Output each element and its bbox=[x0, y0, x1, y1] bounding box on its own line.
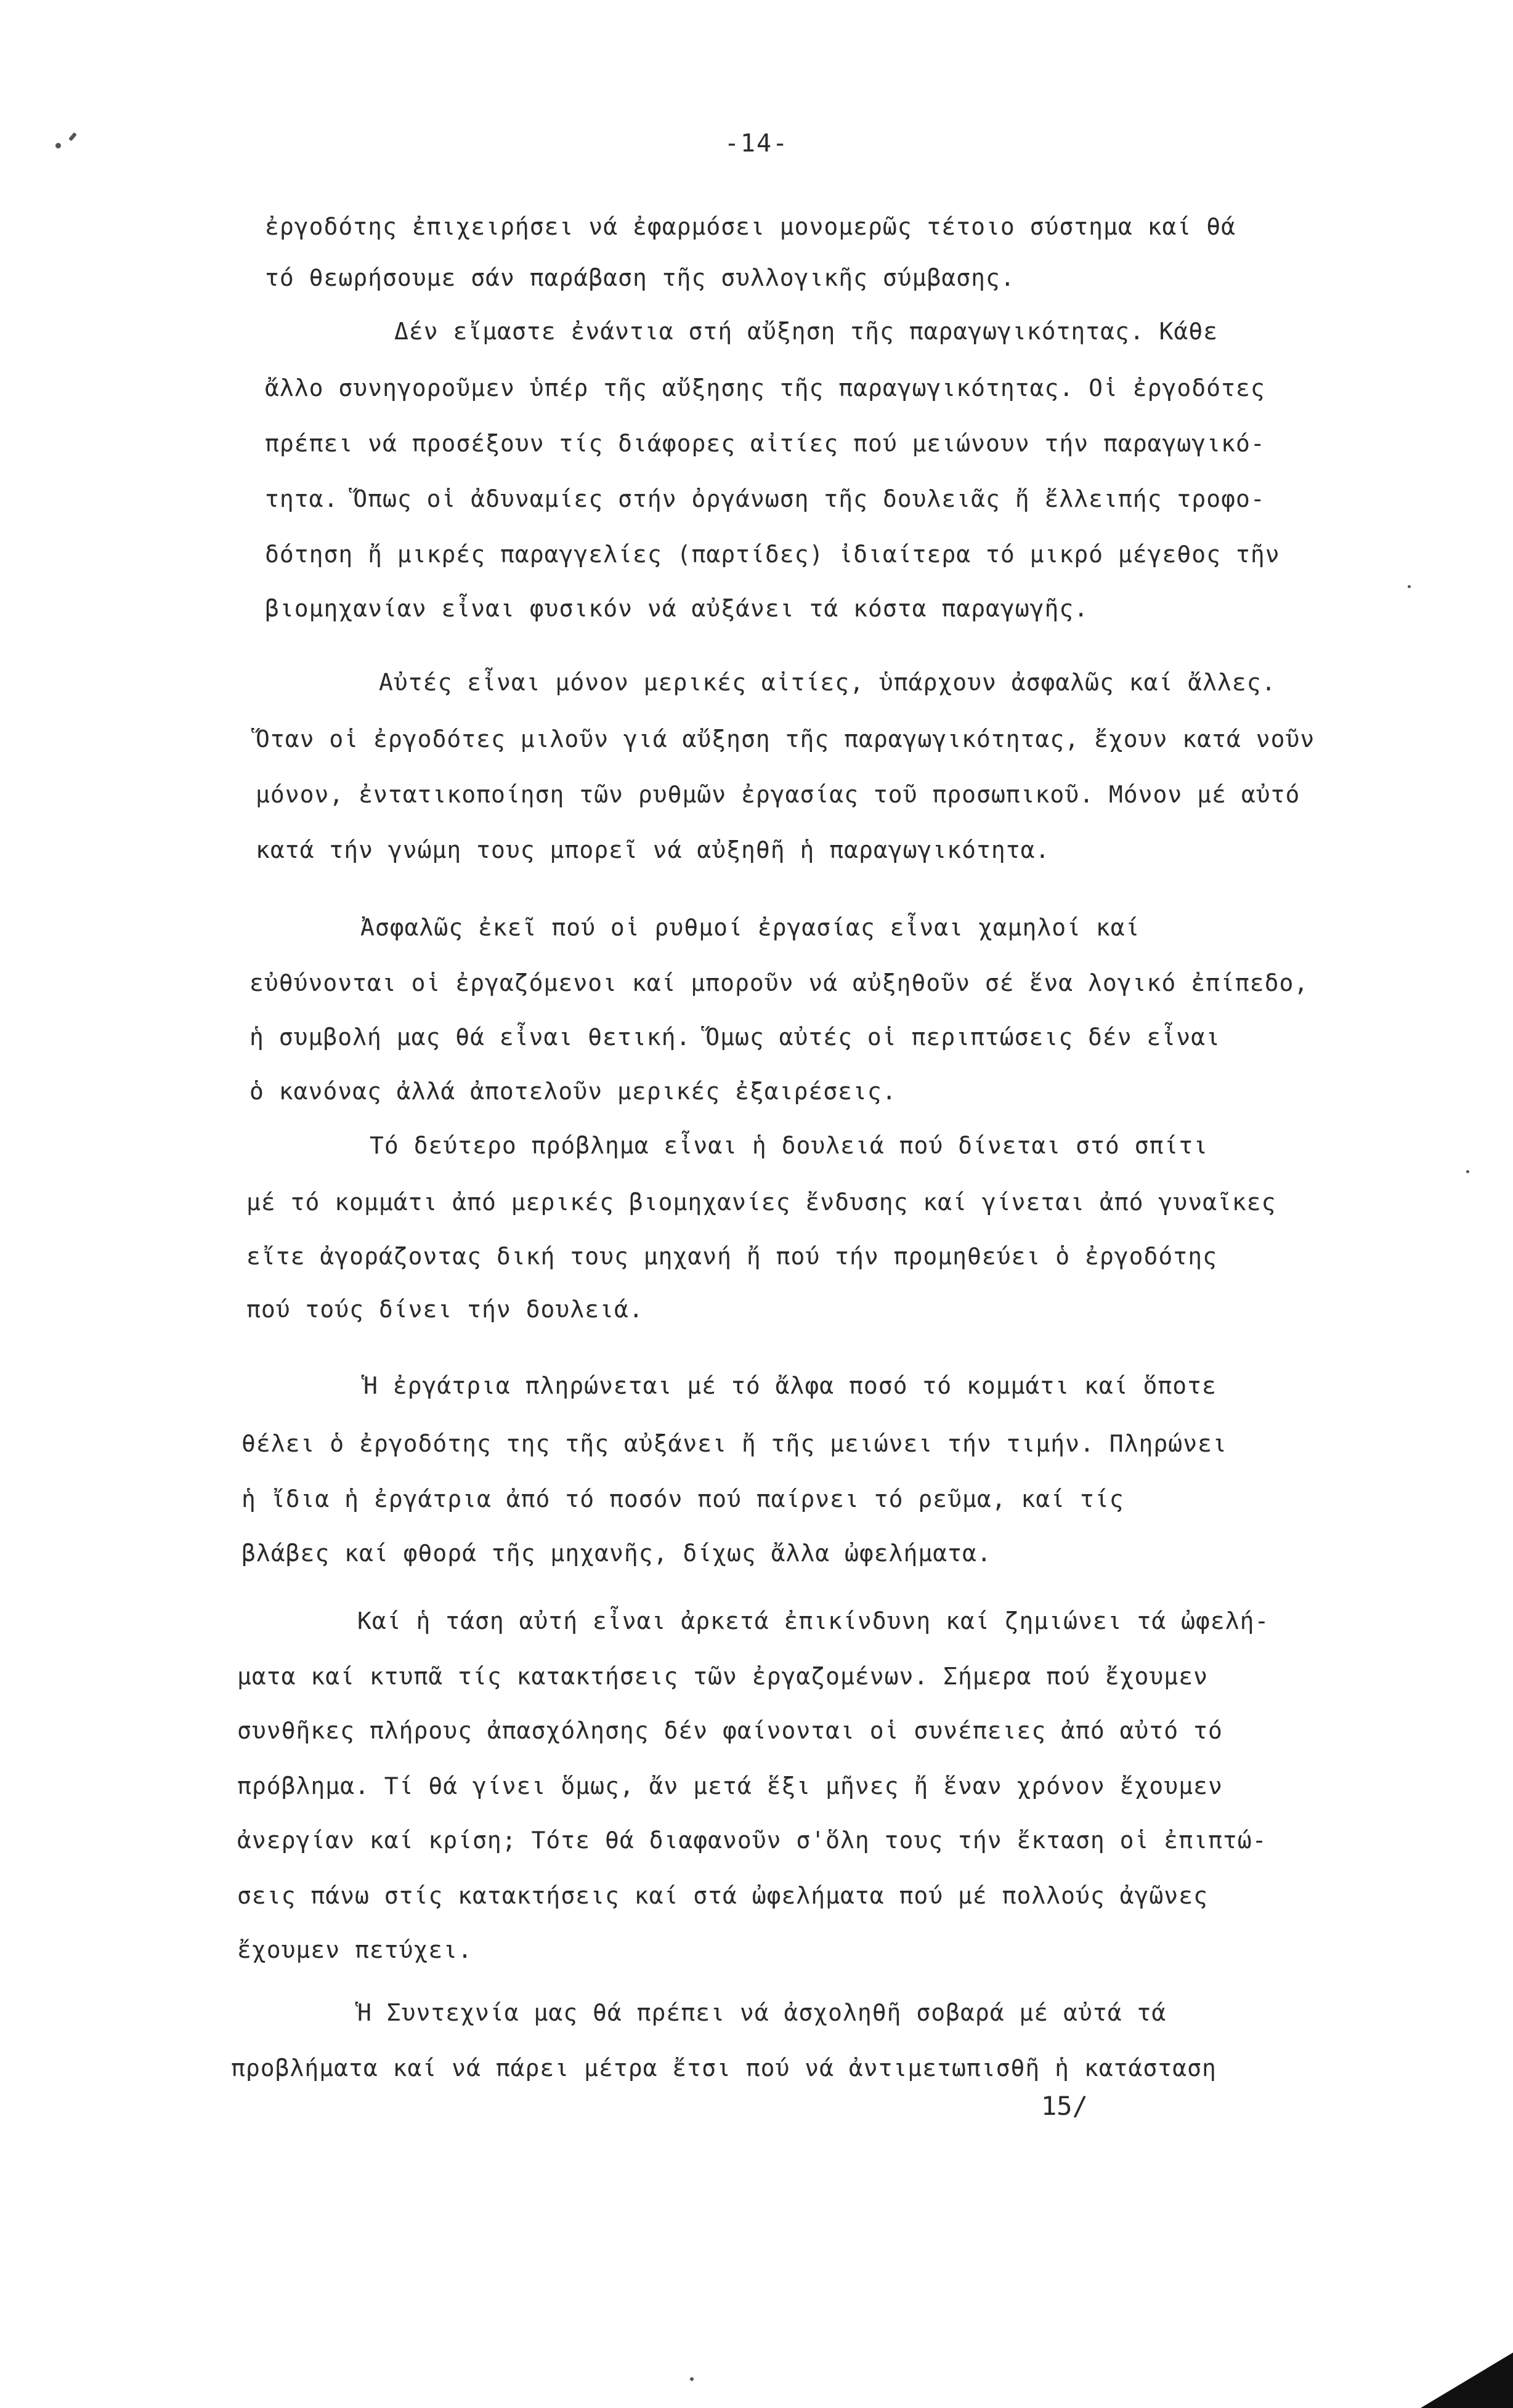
text-line: Δέν εἴμαστε ἐνάντια στή αὔξηση τῆς παραγωγικότητας. Κάθε bbox=[394, 318, 1219, 345]
text-line: τητα. Ὅπως οἱ ἀδυναμίες στήν ὀργάνωση τῆς δουλειᾶς ἤ ἔλλειπής τροφο- bbox=[265, 485, 1265, 512]
text-line: ἀνεργίαν καί κρίση; Τότε θά διαφανοῦν σ'ὅλη τους τήν ἔκταση οἱ ἐπιπτώ- bbox=[237, 1827, 1267, 1854]
continuation-page-ref: 15/ bbox=[1041, 2091, 1088, 2121]
text-line: Ἀσφαλῶς ἐκεῖ πού οἱ ρυθμοί ἐργασίας εἶναι χαμηλοί καί bbox=[360, 914, 1140, 941]
scan-speck bbox=[690, 2377, 694, 2381]
text-line: ἡ ἴδια ἡ ἐργάτρια ἀπό τό ποσόν πού παίρνει τό ρεῦμα, καί τίς bbox=[241, 1485, 1124, 1513]
text-line: Ἡ Συντεχνία μας θά πρέπει νά ἀσχοληθῆ σοβαρά μέ αὐτά τά bbox=[357, 1999, 1167, 2026]
text-line: ἐργοδότης ἐπιχειρήσει νά ἐφαρμόσει μονομερῶς τέτοιο σύστημα καί θά bbox=[265, 213, 1236, 240]
text-line: πρέπει νά προσέξουν τίς διάφορες αἰτίες πού μειώνουν τήν παραγωγικό- bbox=[265, 430, 1265, 457]
text-line: Αὐτές εἶναι μόνον μερικές αἰτίες, ὑπάρχουν ἀσφαλῶς καί ἄλλες. bbox=[379, 669, 1276, 696]
text-line: βλάβες καί φθορά τῆς μηχανῆς, δίχως ἄλλα ὠφελήματα. bbox=[241, 1540, 992, 1567]
text-line: μόνον, ἐντατικοποίηση τῶν ρυθμῶν ἐργασίας τοῦ προσωπικοῦ. Μόνον μέ αὐτό bbox=[256, 781, 1300, 808]
text-line: Τό δεύτερο πρόβλημα εἶναι ἡ δουλειά πού δίνεται στό σπίτι bbox=[370, 1132, 1209, 1159]
text-line: Ἡ ἐργάτρια πληρώνεται μέ τό ἄλφα ποσό τό κομμάτι καί ὅποτε bbox=[363, 1372, 1217, 1399]
text-line: εἴτε ἀγοράζοντας δική τους μηχανή ἤ πού τήν προμηθεύει ὁ ἐργοδότης bbox=[246, 1243, 1217, 1270]
text-line: ματα καί κτυπᾶ τίς κατακτήσεις τῶν ἐργαζομένων. Σήμερα πού ἔχουμεν bbox=[237, 1663, 1208, 1690]
text-line: πού τούς δίνει τήν δουλειά. bbox=[246, 1296, 644, 1323]
text-line: μέ τό κομμάτι ἀπό μερικές βιομηχανίες ἔνδυσης καί γίνεται ἀπό γυναῖκες bbox=[246, 1189, 1276, 1216]
text-line: θέλει ὁ ἐργοδότης της τῆς αὐξάνει ἤ τῆς μειώνει τήν τιμήν. Πληρώνει bbox=[241, 1430, 1227, 1457]
page-number: -14- bbox=[724, 129, 789, 158]
text-line: τό θεωρήσουμε σάν παράβαση τῆς συλλογικῆς σύμβασης. bbox=[265, 264, 1015, 291]
scan-speck bbox=[1408, 585, 1411, 588]
text-line: πρόβλημα. Τί θά γίνει ὅμως, ἄν μετά ἕξι μῆνες ἤ ἕναν χρόνον ἔχουμεν bbox=[237, 1772, 1223, 1800]
text-line: Καί ἡ τάση αὐτή εἶναι ἀρκετά ἐπικίνδυνη καί ζημιώνει τά ὠφελή- bbox=[357, 1607, 1270, 1634]
text-line: βιομηχανίαν εἶναι φυσικόν νά αὐξάνει τά κόστα παραγωγῆς. bbox=[265, 595, 1089, 622]
text-line: ἄλλο συνηγοροῦμεν ὑπέρ τῆς αὔξησης τῆς παραγωγικότητας. Οἱ ἐργοδότες bbox=[265, 374, 1265, 402]
text-line: προβλήματα καί νά πάρει μέτρα ἔτσι πού νά ἀντιμετωπισθῆ ἡ κατάσταση bbox=[231, 2054, 1217, 2082]
scan-speck bbox=[1466, 1170, 1469, 1173]
text-line: σεις πάνω στίς κατακτήσεις καί στά ὠφελήματα πού μέ πολλούς ἀγῶνες bbox=[237, 1882, 1208, 1909]
scan-speck bbox=[55, 143, 61, 148]
scan-corner-mark bbox=[1421, 2353, 1513, 2408]
text-line: ὁ κανόνας ἀλλά ἀποτελοῦν μερικές ἐξαιρέσεις. bbox=[249, 1078, 897, 1105]
text-line: Ὅταν οἱ ἐργοδότες μιλοῦν γιά αὔξηση τῆς παραγωγικότητας, ἔχουν κατά νοῦν bbox=[256, 725, 1315, 753]
text-line: εὐθύνονται οἱ ἐργαζόμενοι καί μποροῦν νά αὐξηθοῦν σέ ἕνα λογικό ἐπίπεδο, bbox=[249, 969, 1309, 996]
text-line: ἡ συμβολή μας θά εἶναι θετική. Ὅμως αὐτές οἱ περιπτώσεις δέν εἶναι bbox=[249, 1024, 1220, 1051]
text-line: κατά τήν γνώμη τους μπορεῖ νά αὐξηθῆ ἡ παραγωγικότητα. bbox=[256, 836, 1050, 863]
text-line: δότηση ἤ μικρές παραγγελίες (παρτίδες) ἰδιαίτερα τό μικρό μέγεθος τῆν bbox=[265, 541, 1280, 568]
text-line: ἔχουμεν πετύχει. bbox=[237, 1936, 473, 1963]
text-line: συνθῆκες πλήρους ἀπασχόλησης δέν φαίνονται οἱ συνέπειες ἀπό αὐτό τό bbox=[237, 1717, 1223, 1744]
